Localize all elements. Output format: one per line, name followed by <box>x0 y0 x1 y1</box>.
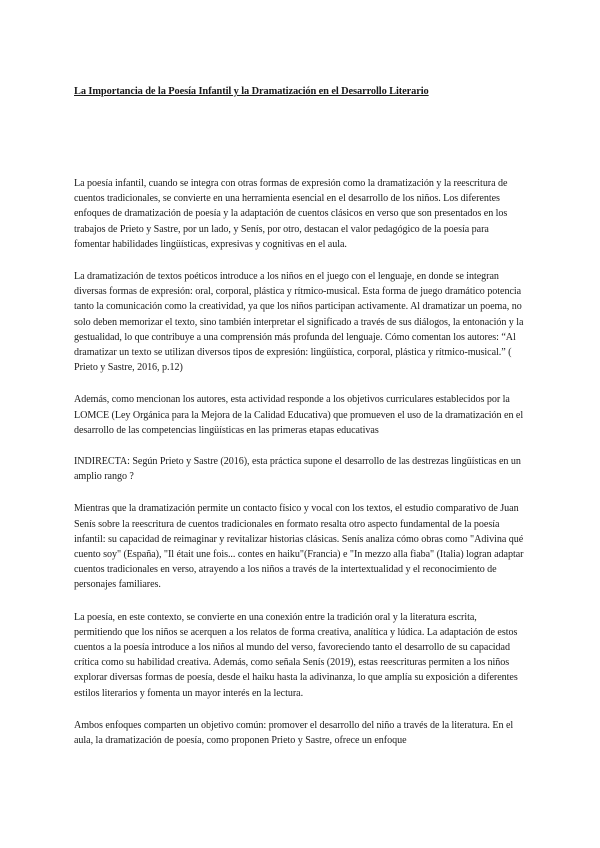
paragraph-dramatization: La dramatización de textos poéticos introduce a los niños en el juego con el lenguaje, en donde se integran diversas formas de expresión: oral, corporal, plástica y rítmico-musical. Esta forma de juego dramático potencia tanto la comunicación como la creatividad, ya que los niños participan activamente. Al dramatizar un poema, no solo deben memorizar el texto, sino también interpretar el significado a través de sus diálogos, la entonación y la gestualidad, lo que contribuye a una comprensión más profunda del lenguaje. Cómo comentan los autores: “Al dramatizar un texto se utilizan diversos tipos de expresión: lingüística, corporal, plástica y rítmico-musical.” ( Prieto y Sastre, 2016, p.12) <box>74 271 524 374</box>
paragraph-intro: La poesía infantil, cuando se integra con otras formas de expresión como la dramatización y la reescritura de cuentos tradicionales, se convierte en una herramienta esencial en el desarrollo de los niños. Los diferentes enfoques de dramatización de poesía y la adaptación de cuentos clásicos en verso que son presentados en los trabajos de Prieto y Sastre, por un lado, y Senís, por otro, destacan el valor pedagógico de la poesía para fomentar habilidades lingüísticas, expresivas y cognitivas en el aula. <box>74 178 508 250</box>
paragraph-lomce: Además, como mencionan los autores, esta actividad responde a los objetivos curriculares establecidos por la LOMCE (Ley Orgánica para la Mejora de la Calidad Educativa) que promueven el uso de la dramatización en el desarrollo de las competencias lingüísticas en las primeras etapas educativas <box>74 394 524 436</box>
document-title: La Importancia de la Poesía Infantil y la Dramatización en el Desarrollo Literario <box>74 86 429 97</box>
paragraph-common-goal: Ambos enfoques comparten un objetivo común: promover el desarrollo del niño a través de la literatura. En el aula, la dramatización de poesía, como proponen Prieto y Sastre, ofrece un enfoque <box>74 719 514 747</box>
paragraph-oral-tradition: La poesía, en este contexto, se convierte en una conexión entre la tradición oral y la literatura escrita, permitiendo que los niños se acerquen a los relatos de forma creativa, analítica y lúdica. La adaptación de estos cuentos a la poesía introduce a los niños al mundo del verso, favoreciendo tanto el desarrollo de su capacidad crítica como su habilidad creativa. Además, como señala Senís (2019), estas reescrituras permiten a los niños explorar diversas formas de poesía, desde el haiku hasta la adivinanza, lo que amplía su exposición a diferentes estilos literarios y fomenta un mayor interés en la lectura. <box>74 611 518 699</box>
document-body <box>74 176 527 765</box>
paragraph-indirect-note: INDIRECTA: Según Prieto y Sastre (2016), esta práctica supone el desarrollo de las destrezas lingüísticas en un amplio rango ? <box>74 456 521 483</box>
paragraph-senis-study: Mientras que la dramatización permite un contacto físico y vocal con los textos, el estudio comparativo de Juan Senís sobre la reescritura de cuentos tradicionales en formato resalta otro aspecto fundamental de la poesía infantil: su capacidad de reimaginar y revitalizar historias clásicas. Senís analiza cómo obras como "Adivina qué cuento soy" (España), "Il était une fois... contes en haiku"(Francia) e "In mezzo alla fiaba" (Italia) logran adaptar cuentos tradicionales en verso, atrayendo a los niños a través de la intertextualidad y el reconocimiento de personajes familiares. <box>74 503 524 591</box>
